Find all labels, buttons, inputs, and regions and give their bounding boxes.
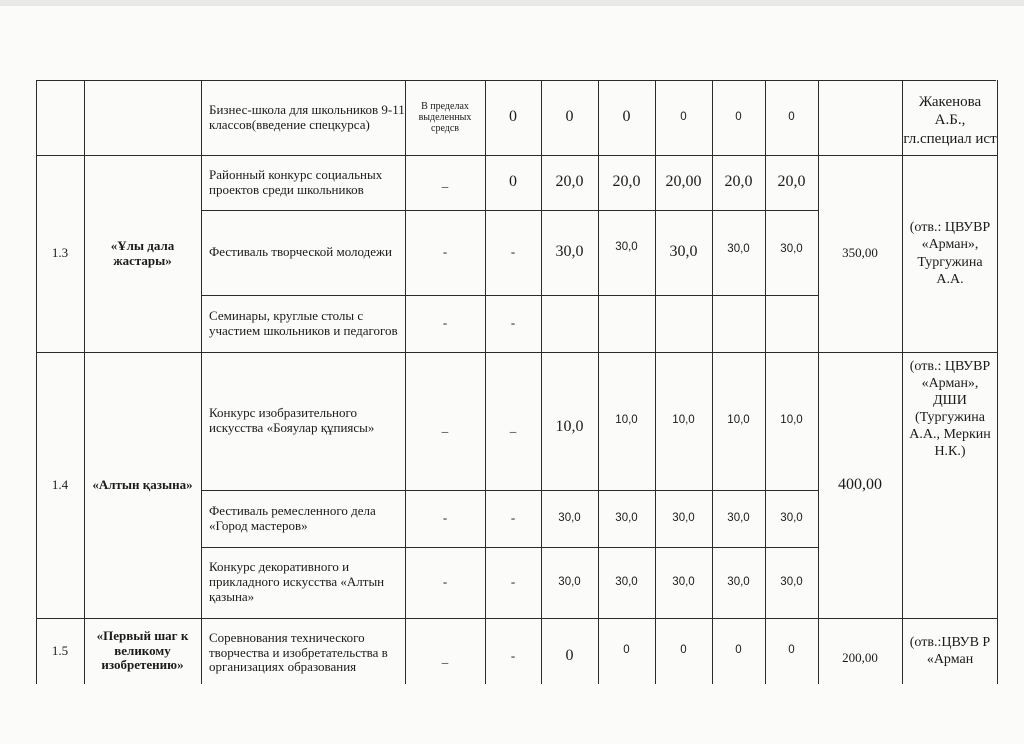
- activity-name: Конкурс декоративного и прикладного искусства «Алтын қазына»: [209, 559, 385, 604]
- year-value: 30,0: [727, 575, 750, 588]
- year-value: 0: [509, 108, 517, 126]
- year-value: -: [510, 315, 516, 331]
- program-name: «Ұлы дала жастары»: [110, 237, 175, 268]
- row-number: 1.3: [51, 245, 69, 261]
- year-value: 30,0: [615, 240, 638, 253]
- year-value: 30,0: [727, 243, 750, 256]
- row-number: 1.4: [51, 476, 69, 492]
- row-number: 1.5: [51, 642, 69, 658]
- responsible-person: (отв.:ЦВУВ Р «Арман: [909, 634, 991, 667]
- year-value: 30,0: [780, 511, 803, 524]
- responsible-person: (отв.: ЦВУВР «Арман», Тургужина А.А.: [909, 220, 991, 287]
- activity-name: Бизнес-школа для школьников 9-11 классов(введение спецкурса): [209, 101, 405, 132]
- year-value: 30,0: [558, 575, 581, 588]
- year-value: 30,0: [672, 511, 695, 524]
- year-value: 30,0: [780, 243, 803, 256]
- year-value: 0: [788, 110, 795, 123]
- year-value: 10,0: [555, 417, 584, 435]
- year-value: 20,0: [777, 173, 806, 191]
- year-value: 0: [680, 110, 687, 123]
- year-value: 30,0: [615, 575, 638, 588]
- funding-source: -: [442, 244, 448, 260]
- activity-name: Районный конкурс социальных проектов среди школьников: [209, 166, 383, 197]
- activity-name: Семинары, круглые столы с участием школьников и педагогов: [209, 307, 398, 338]
- year-value: -: [510, 574, 516, 590]
- year-value: 0: [735, 644, 742, 657]
- year-value: 20,0: [612, 173, 641, 191]
- year-value: 0: [509, 173, 517, 191]
- funding-source: _: [441, 649, 449, 665]
- responsible-person: (отв.: ЦВУВР «Арман», ДШИ (Тургужина А.А., Меркин Н.К.): [909, 359, 991, 460]
- year-value: 10,0: [727, 414, 750, 427]
- year-value: 0: [735, 110, 742, 123]
- year-value: 0: [622, 108, 631, 126]
- funding-source: -: [442, 574, 448, 590]
- program-name: «Алтын қазына»: [92, 476, 193, 492]
- responsible-person: Жакенова А.Б., гл.специал ист: [903, 94, 997, 147]
- year-value: -: [510, 244, 516, 260]
- funding-source: _: [441, 418, 449, 434]
- activity-name: Конкурс изобразительного искусства «Бояулар құпиясы»: [209, 405, 375, 435]
- funding-source: -: [442, 315, 448, 331]
- year-value: 0: [623, 644, 630, 657]
- year-value: 30,0: [555, 243, 584, 261]
- program-total: 400,00: [838, 475, 882, 493]
- program-total: 200,00: [842, 649, 878, 665]
- year-value: 30,0: [615, 511, 638, 524]
- year-value: 30,0: [727, 511, 750, 524]
- year-value: 10,0: [615, 414, 638, 427]
- funding-source: _: [441, 174, 449, 190]
- program-total: 350,00: [842, 245, 878, 261]
- activity-name: Фестиваль творческой молодежи: [209, 244, 392, 260]
- year-value: 0: [680, 644, 687, 657]
- year-value: 0: [565, 646, 574, 664]
- year-value: -: [510, 647, 516, 663]
- year-value: 30,0: [558, 511, 581, 524]
- year-value: 20,00: [665, 173, 702, 191]
- year-value: _: [509, 418, 517, 434]
- year-value: 20,0: [555, 173, 584, 191]
- year-value: 20,0: [724, 173, 753, 191]
- year-value: 30,0: [672, 575, 695, 588]
- year-value: 0: [788, 644, 795, 657]
- year-value: 30,0: [780, 575, 803, 588]
- year-value: 0: [565, 108, 574, 126]
- scan-edge: [0, 0, 1024, 6]
- funding-source: В пределах выделенных средсв: [418, 101, 472, 134]
- activity-name: Соревнования технического творчества и изобретательства в организациях образования: [209, 629, 388, 675]
- year-value: 30,0: [669, 243, 698, 261]
- program-name: «Первый шаг к великому изобретению»: [96, 627, 189, 673]
- table-right-border: [997, 80, 998, 684]
- year-value: 10,0: [672, 414, 695, 427]
- year-value: 10,0: [780, 414, 803, 427]
- activity-name: Фестиваль ремесленного дела «Город мастеров»: [209, 502, 376, 533]
- funding-source: -: [442, 510, 448, 526]
- year-value: -: [510, 510, 516, 526]
